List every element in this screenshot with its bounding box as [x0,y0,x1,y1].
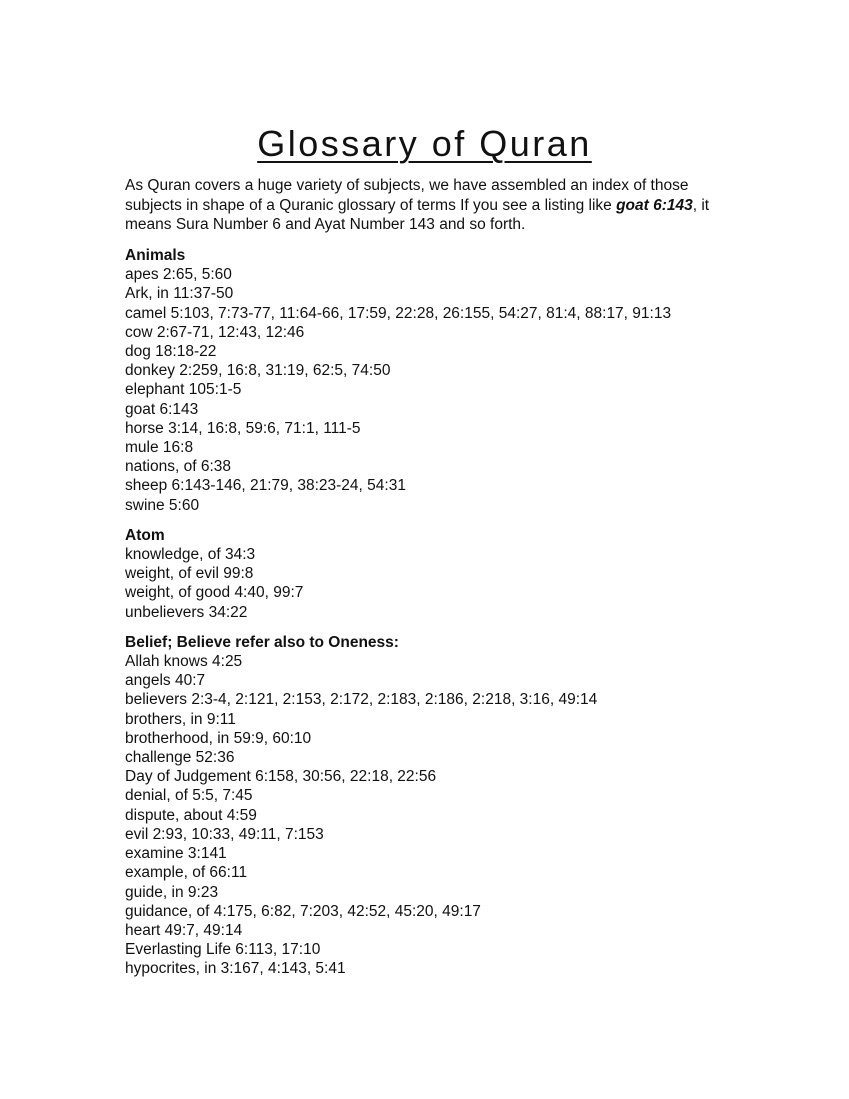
glossary-entry: guidance, of 4:175, 6:82, 7:203, 42:52, 45:20, 49:17 [125,902,481,920]
glossary-entry: hypocrites, in 3:167, 4:143, 5:41 [125,960,346,978]
glossary-entry: elephant 105:1-5 [125,381,242,399]
glossary-entry: horse 3:14, 16:8, 59:6, 71:1, 111-5 [125,419,361,437]
intro-text-after: , it means Sura Number 6 and Ayat Number 143 and so forth. [125,196,710,233]
section-atom [125,526,825,622]
glossary-entry: example, of 66:11 [125,864,248,882]
glossary-entry: apes 2:65, 5:60 [125,266,232,284]
glossary-entry: angels 40:7 [125,672,206,690]
glossary-entry: unbelievers 34:22 [125,603,248,621]
glossary-entry: mule 16:8 [125,439,194,457]
glossary-entry: goat 6:143 [125,400,199,418]
glossary-entry: sheep 6:143-146, 21:79, 38:23-24, 54:31 [125,477,406,495]
glossary-entry: denial, of 5:5, 7:45 [125,787,253,805]
glossary-entry: Everlasting Life 6:113, 17:10 [125,941,321,959]
glossary-entry: believers 2:3-4, 2:121, 2:153, 2:172, 2:183, 2:186, 2:218, 3:16, 49:14 [125,691,598,709]
intro-paragraph [125,176,745,235]
glossary-entry: challenge 52:36 [125,749,235,767]
glossary-entry: weight, of good 4:40, 99:7 [125,584,304,602]
glossary-entry: knowledge, of 34:3 [125,546,256,564]
glossary-entry: swine 5:60 [125,496,200,514]
glossary-entry: heart 49:7, 49:14 [125,921,243,939]
glossary-entry: guide, in 9:23 [125,883,219,901]
intro-example: goat 6:143 [616,196,693,214]
glossary-entry: dog 18:18-22 [125,343,217,361]
glossary-entry: weight, of evil 99:8 [125,565,254,583]
page-title-text: Glossary of Quran [257,123,592,164]
page-title [0,122,849,166]
glossary-entry: Allah knows 4:25 [125,653,243,671]
glossary-entry: Ark, in 11:37-50 [125,285,234,303]
glossary-entry: brothers, in 9:11 [125,710,236,728]
glossary-entry: dispute, about 4:59 [125,806,257,824]
section-animals [125,246,825,515]
glossary-entry: evil 2:93, 10:33, 49:11, 7:153 [125,825,324,843]
glossary-entry: brotherhood, in 59:9, 60:10 [125,729,312,747]
section-heading: Belief; Believe refer also to Oneness: [125,633,399,651]
glossary-entry: camel 5:103, 7:73-77, 11:64-66, 17:59, 22:28, 26:155, 54:27, 81:4, 88:17, 91:13 [125,304,672,322]
glossary-entry: donkey 2:259, 16:8, 31:19, 62:5, 74:50 [125,362,391,380]
section-heading: Animals [125,247,186,264]
glossary-content [125,246,825,990]
intro-text-before: As Quran covers a huge variety of subjects, we have assembled an index of those subjects in shape of a Quranic glossary of terms If you see a listing like [125,177,689,214]
section-belief [125,633,825,979]
section-heading: Atom [125,526,165,544]
glossary-entry: Day of Judgement 6:158, 30:56, 22:18, 22:56 [125,768,437,786]
glossary-entry: nations, of 6:38 [125,458,231,476]
glossary-entry: cow 2:67-71, 12:43, 12:46 [125,323,305,341]
glossary-entry: examine 3:141 [125,845,227,863]
